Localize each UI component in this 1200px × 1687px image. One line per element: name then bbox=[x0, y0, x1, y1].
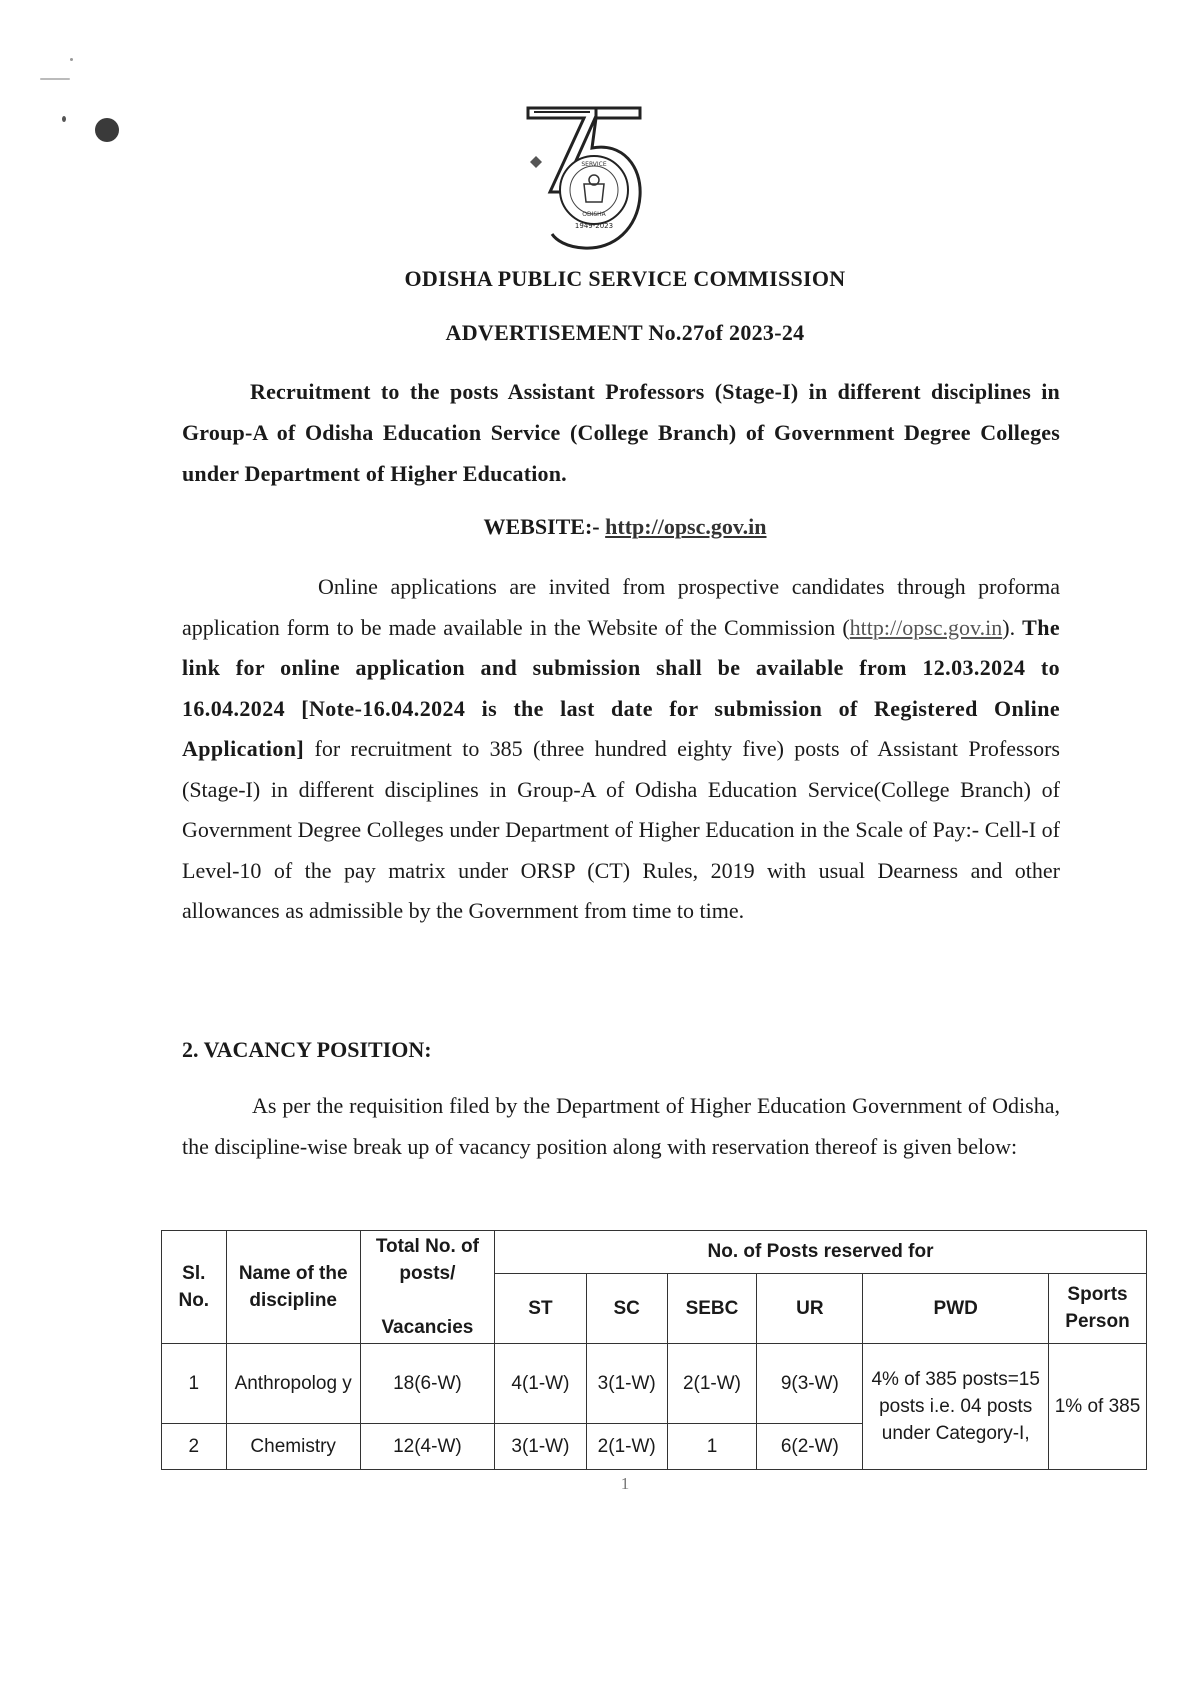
col-pwd: PWD bbox=[863, 1273, 1049, 1343]
website-label: WEBSITE:- bbox=[483, 514, 600, 539]
organization-title: ODISHA PUBLIC SERVICE COMMISSION bbox=[404, 266, 846, 291]
intro-paragraph bbox=[182, 567, 1060, 932]
cell-pwd-note: 4% of 385 posts=15 posts i.e. 04 posts under Category-I, bbox=[863, 1344, 1049, 1470]
vacancy-paragraph bbox=[182, 1086, 1060, 1167]
subject-text bbox=[182, 371, 1060, 494]
table-row bbox=[162, 1344, 1147, 1424]
advertisement-title: ADVERTISEMENT No.27of 2023-24 bbox=[445, 320, 805, 345]
opsc-75-years-logo bbox=[522, 104, 646, 254]
scan-speck bbox=[95, 118, 119, 142]
cell-sc: 2(1-W) bbox=[586, 1424, 667, 1470]
cell-st: 3(1-W) bbox=[495, 1424, 587, 1470]
cell-sc: 3(1-W) bbox=[586, 1344, 667, 1424]
page-number: 1 bbox=[620, 1474, 630, 1493]
svg-text:1949-2023: 1949-2023 bbox=[574, 222, 614, 230]
col-total bbox=[360, 1231, 494, 1344]
section-heading-vacancy: 2. VACANCY POSITION: bbox=[182, 1037, 432, 1062]
cell-ur: 9(3-W) bbox=[757, 1344, 863, 1424]
scan-speck bbox=[40, 78, 70, 80]
col-sebc: SEBC bbox=[667, 1273, 757, 1343]
cell-st: 4(1-W) bbox=[495, 1344, 587, 1424]
cell-discipline: Anthropolog y bbox=[226, 1344, 360, 1424]
intro-text-3: for recruitment to 385 (three hundred eighty five) posts of Assistant Professors (Stage-I) in different disciplines in Group-A of Odisha Education Service(College Branch) of Government Degree Colleges under Department of Higher Education in the Scale of Pay:- Cell-I of Level-10 of the pay matrix under ORSP (CT) Rules, 2019 with usual Dearness and other allowances as admissible by the Government from time to time. bbox=[182, 736, 1060, 923]
subject-content: Recruitment to the posts Assistant Professors (Stage-I) in different disciplines in Group-A of Odisha Education Service (College Branch) of Government Degree Colleges under Department of Higher Education. bbox=[182, 379, 1060, 486]
intro-link[interactable]: http://opsc.gov.in bbox=[849, 614, 1003, 640]
vacancy-text: As per the requisition filed by the Department of Higher Education Government of Odisha, the discipline-wise break up of vacancy position along with reservation thereof is given below: bbox=[182, 1093, 1060, 1159]
cell-total: 12(4-W) bbox=[360, 1424, 494, 1470]
scan-speck bbox=[62, 116, 66, 122]
intro-text-2: ). bbox=[1002, 614, 1023, 640]
svg-text:ODISHA: ODISHA bbox=[582, 211, 606, 218]
col-sports: Sports Person bbox=[1049, 1273, 1147, 1343]
table-header-row bbox=[162, 1231, 1147, 1274]
cell-sebc: 1 bbox=[667, 1424, 757, 1470]
cell-sebc: 2(1-W) bbox=[667, 1344, 757, 1424]
col-total-line1: Total No. of posts/ bbox=[375, 1236, 479, 1284]
cell-ur: 6(2-W) bbox=[757, 1424, 863, 1470]
cell-total: 18(6-W) bbox=[360, 1344, 494, 1424]
website-line bbox=[0, 514, 1200, 540]
website-link[interactable]: http://opsc.gov.in bbox=[605, 514, 767, 539]
col-ur: UR bbox=[757, 1273, 863, 1343]
col-sl-no: Sl. No. bbox=[162, 1231, 227, 1344]
col-sc: SC bbox=[586, 1273, 667, 1343]
col-discipline: Name of the discipline bbox=[226, 1231, 360, 1344]
cell-sl: 2 bbox=[162, 1424, 227, 1470]
cell-sl: 1 bbox=[162, 1344, 227, 1424]
col-total-line2: Vacancies bbox=[381, 1317, 474, 1338]
col-st: ST bbox=[495, 1273, 587, 1343]
vacancy-table bbox=[161, 1230, 1147, 1470]
intro-bold-dates: The link for online application and submission shall be available from 12.03.2024 to 16.04.2024 [Note-16.04.2024 is the last date for submission of Registered Online Application] bbox=[182, 614, 1060, 761]
intro-text-1: Online applications are invited from prospective candidates through proforma application form to be made available in the Website of the Commission ( bbox=[182, 574, 1060, 640]
col-reserved-group: No. of Posts reserved for bbox=[495, 1231, 1147, 1274]
cell-sports-note: 1% of 385 bbox=[1049, 1344, 1147, 1470]
svg-text:SERVICE: SERVICE bbox=[581, 161, 607, 168]
cell-discipline: Chemistry bbox=[226, 1424, 360, 1470]
scan-speck bbox=[70, 58, 73, 61]
